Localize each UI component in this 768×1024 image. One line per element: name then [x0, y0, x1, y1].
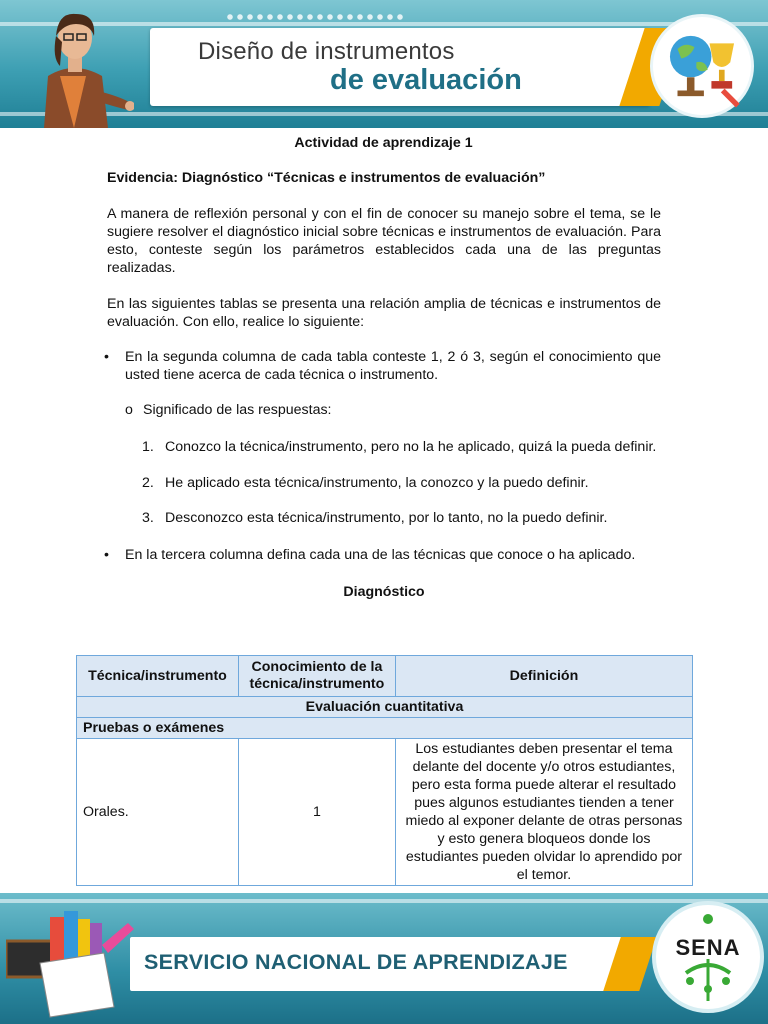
bullet-text: En la tercera columna defina cada una de las técnicas que conoce o ha aplicado. — [125, 547, 636, 563]
header-title-card — [150, 28, 650, 106]
footer-title-card — [130, 937, 630, 991]
footer-banner — [0, 893, 768, 1024]
knowledge-cell[interactable]: 1 — [238, 739, 395, 886]
header-title-line2: de evaluación — [330, 64, 522, 96]
sub-bullet-text: Significado de las respuestas: — [143, 402, 332, 418]
column-header: Conocimiento de la técnica/instrumento — [238, 656, 395, 697]
globe-trophy-emblem — [650, 14, 754, 118]
section-cell: Pruebas o exámenes — [77, 718, 693, 739]
table-header-row — [77, 656, 693, 697]
sena-logo — [652, 901, 764, 1013]
sena-logo-text: SENA — [675, 935, 741, 960]
numbered-text: Conozco la técnica/instrumento, pero no la he aplicado, quizá la pueda definir. — [165, 439, 657, 455]
numbered-text: He aplicado esta técnica/instrumento, la conozco y la puedo definir. — [165, 475, 589, 491]
tables-paragraph: En las siguientes tablas se presenta una relación amplia de técnicas e instrumentos de evaluación. Con ello, realice lo siguiente: — [107, 296, 661, 330]
institution-name: SERVICIO NACIONAL DE APRENDIZAJE — [144, 950, 568, 974]
table-section-row — [77, 718, 693, 739]
definition-cell[interactable]: Los estudiantes deben presentar el tema delante del docente y/o otros estudiantes, pero esta forma puede alterar el resultado pues algunos estudiantes tienden a tener miedo al exponer delante de otras personas y esto genera bloqueos donde los estudiantes pueden olvidar lo aprendido por el temor. — [395, 739, 692, 886]
header-dots-decoration — [225, 12, 405, 22]
numbered-text: Desconozco esta técnica/instrumento, por lo tanto, no la puedo definir. — [165, 510, 608, 526]
table-band-row — [77, 697, 693, 718]
numbered-item — [107, 509, 661, 527]
activity-title: Actividad de aprendizaje 1 — [294, 135, 473, 151]
table-row — [77, 739, 693, 886]
list-item — [104, 348, 661, 384]
evidence-title: Evidencia: Diagnóstico “Técnicas e instrumentos de evaluación” — [107, 170, 546, 186]
intro-paragraph: A manera de reflexión personal y con el fin de conocer su manejo sobre el tema, se le sugiere resolver el diagnóstico inicial sobre técnicas e instrumentos de evaluación. Para esto, conteste según los parámetros establecidos cada una de las preguntas realizadas. — [107, 206, 661, 276]
column-header: Técnica/instrumento — [77, 656, 239, 697]
list-item — [107, 401, 661, 419]
globe-trophy-icon — [653, 17, 751, 115]
sub-bullet-icon: o — [125, 402, 133, 418]
number-marker: 2. — [142, 475, 154, 491]
band-cell: Evaluación cuantitativa — [77, 697, 693, 718]
column-header: Definición — [395, 656, 692, 697]
number-marker: 1. — [142, 439, 154, 455]
header-title-line1: Diseño de instrumentos — [198, 38, 455, 65]
list-item — [104, 546, 661, 564]
student-illustration — [14, 2, 134, 128]
bullet-text: En la segunda columna de cada tabla conteste 1, 2 ó 3, según el conocimiento que usted tiene acerca de cada técnica o instrumento. — [125, 349, 661, 383]
technique-cell: Orales. — [77, 739, 239, 886]
diagnostic-table — [76, 655, 693, 886]
bullet-icon: • — [104, 547, 109, 563]
header-banner — [0, 0, 768, 128]
books-illustration — [6, 903, 136, 1018]
bullet-icon: • — [104, 349, 109, 365]
table-title: Diagnóstico — [343, 584, 425, 600]
number-marker: 3. — [142, 510, 154, 526]
numbered-item — [107, 474, 661, 492]
document-body — [104, 134, 661, 601]
numbered-item — [107, 438, 661, 456]
